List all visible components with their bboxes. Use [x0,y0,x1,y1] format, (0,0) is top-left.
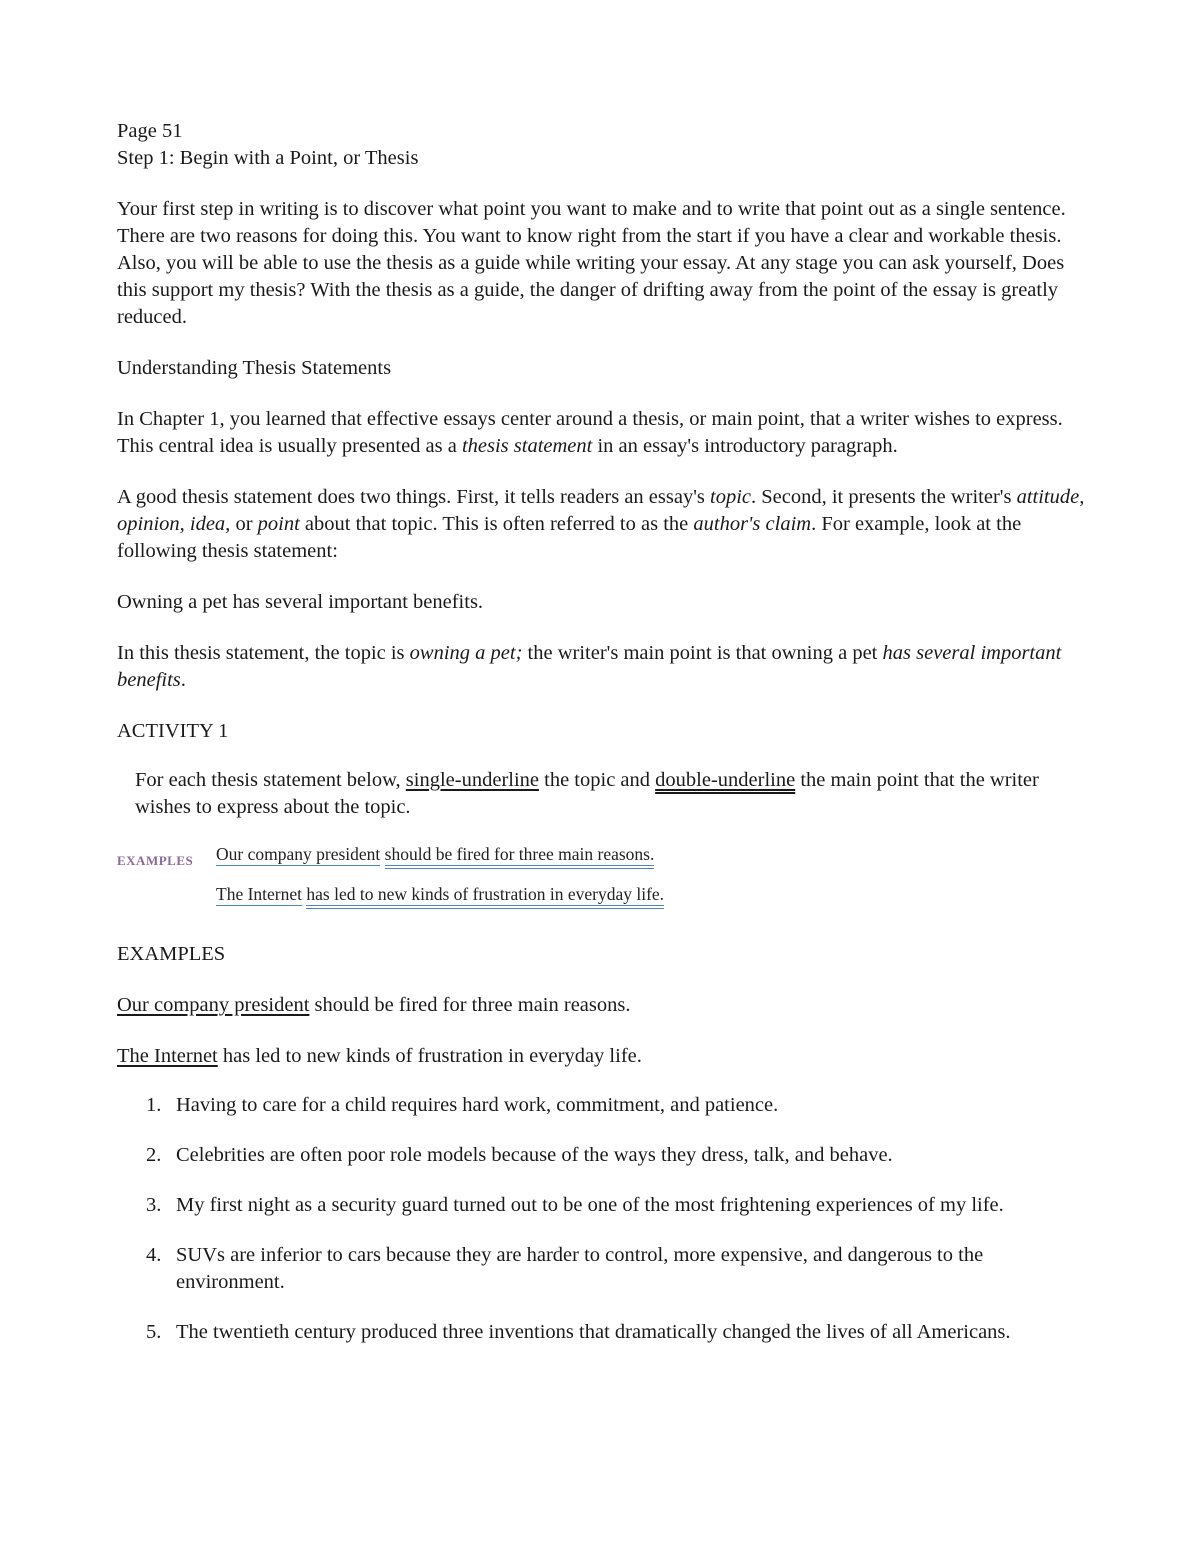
document-page [117,118,1087,1369]
thesis-list [117,1092,1087,1346]
example-line: The Internet has led to new kinds of frustration in everyday life. [117,1045,642,1067]
list-item: 3. My first night as a security guard turned out to be one of the most frightening experiences of my life. [146,1194,1004,1216]
example-topic: The Internet [117,1045,218,1067]
figure-example-1 [216,841,654,868]
authors-claim-term: author's claim [693,513,812,535]
thesis-statement-term: thesis statement [461,435,593,457]
example-thesis: Owning a pet has several important benefits. [117,591,484,613]
section-heading: Understanding Thesis Statements [117,357,392,379]
activity-instructions: For each thesis statement below, single-underline the topic and double-underline the main point that the writer wishes to express about the topic. [135,769,1039,818]
chapter-paragraph: In Chapter 1, you learned that effective essays center around a thesis, or main point, that a writer wishes to express. This central idea is usually presented as a thesis statement in an essay's introductory paragraph. [117,408,1063,457]
figure-example-1-point: should be fired for three main reasons. [385,844,655,869]
figure-label: EXAMPLES [117,853,194,868]
figure-example-1-topic: Our company president [216,844,381,864]
example-line: Our company president should be fired for three main reasons. [117,994,631,1016]
list-item: 5. The twentieth century produced three inventions that dramatically changed the lives of all Americans. [146,1321,1011,1343]
double-underline-label: double-underline [655,769,796,791]
good-thesis-paragraph: A good thesis statement does two things. First, it tells readers an essay's topic. Second, it presents the writer's attitude, opinion, idea, or point about that topic. This is often referred to as the author's claim. For example, look at the following thesis statement: [117,486,1085,562]
attitude-term: attitude, opinion, idea, [117,486,1085,535]
activity-heading: ACTIVITY 1 [117,720,229,742]
list-item: 1. Having to care for a child requires hard work, commitment, and patience. [146,1094,779,1116]
figure-example-2-topic: The Internet [216,884,302,904]
topic-example: owning a pet; [409,642,523,664]
examples-figure [117,835,1087,919]
intro-paragraph: Your first step in writing is to discover what point you want to make and to write that point out as a single sentence. There are two reasons for doing this. You want to know right from the start if you have a clear and workable thesis. Also, you will be able to use the thesis as a guide while writing your essay. At any stage you can ask yourself, Does this support my thesis? With the thesis as a guide, the danger of drifting away from the point of the essay is greatly reduced. [117,198,1066,328]
list-item: 4. SUVs are inferior to cars because they are harder to control, more expensive, and dangerous to the environment. [146,1244,984,1293]
list-item: 2. Celebrities are often poor role models because of the ways they dress, talk, and behave. [146,1144,893,1166]
point-example: has several important benefits [117,642,1062,691]
page-label: Page 51 [117,120,183,142]
explain-paragraph: In this thesis statement, the topic is owning a pet; the writer's main point is that owning a pet has several important benefits. [117,642,1062,691]
single-underline-label: single-underline [405,769,540,791]
topic-term: topic [710,486,751,508]
examples-heading: EXAMPLES [117,943,226,965]
figure-example-2 [216,881,664,908]
figure-example-2-point: has led to new kinds of frustration in everyday life. [306,884,664,909]
step-heading: Step 1: Begin with a Point, or Thesis [117,147,419,169]
example-topic: Our company president [117,994,310,1016]
point-term: point [257,513,300,535]
